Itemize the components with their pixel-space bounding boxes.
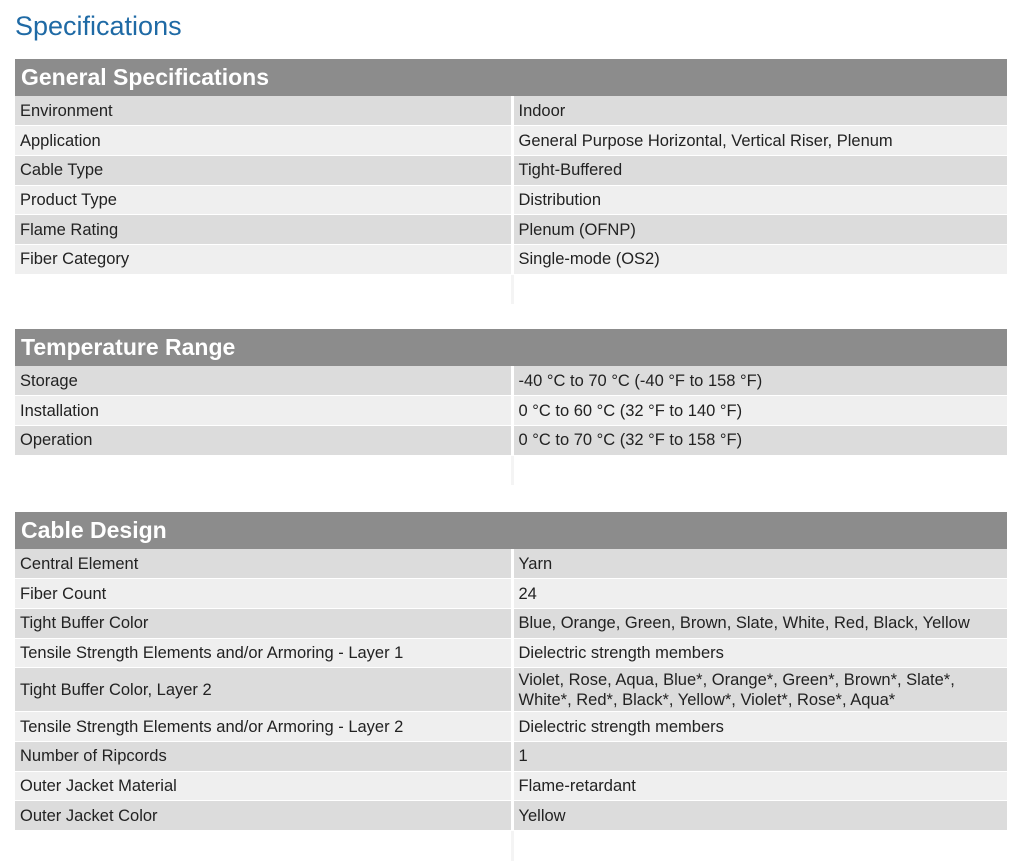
spec-label: Tensile Strength Elements and/or Armoring - Layer 1 <box>15 638 512 668</box>
spec-value: Violet, Rose, Aqua, Blue*, Orange*, Green*, Brown*, Slate*, White*, Red*, Black*, Yellow*, Violet*, Rose*, Aqua* <box>512 668 1007 712</box>
spec-label: Fiber Category <box>15 244 512 274</box>
spec-label: Outer Jacket Material <box>15 771 512 801</box>
table-row <box>15 801 1007 831</box>
spacer-row <box>15 455 1007 485</box>
spec-table <box>15 96 1007 304</box>
spec-label: Number of Ripcords <box>15 741 512 771</box>
spec-value: Yellow <box>512 801 1007 831</box>
spacer-cell <box>15 455 512 485</box>
spec-value: General Purpose Horizontal, Vertical Riser, Plenum <box>512 126 1007 156</box>
spec-label: Tensile Strength Elements and/or Armoring - Layer 2 <box>15 712 512 742</box>
table-row <box>15 425 1007 455</box>
spec-label: Outer Jacket Color <box>15 801 512 831</box>
table-row <box>15 668 1007 712</box>
table-row <box>15 96 1007 126</box>
spec-value: Single-mode (OS2) <box>512 244 1007 274</box>
spec-label: Tight Buffer Color, Layer 2 <box>15 668 512 712</box>
section-header: General Specifications <box>15 59 1007 96</box>
section-cable-design <box>15 512 1007 861</box>
spacer-cell <box>15 274 512 304</box>
spec-label: Cable Type <box>15 155 512 185</box>
spacer-row <box>15 274 1007 304</box>
table-row <box>15 579 1007 609</box>
table-row <box>15 244 1007 274</box>
spec-table <box>15 366 1007 485</box>
table-row <box>15 366 1007 396</box>
table-row <box>15 608 1007 638</box>
table-row <box>15 712 1007 742</box>
spec-value: Distribution <box>512 185 1007 215</box>
spec-label: Operation <box>15 425 512 455</box>
spec-value: Tight-Buffered <box>512 155 1007 185</box>
table-row <box>15 396 1007 426</box>
table-row <box>15 771 1007 801</box>
table-row <box>15 215 1007 245</box>
table-row <box>15 185 1007 215</box>
spec-value: Yarn <box>512 549 1007 579</box>
spec-label: Storage <box>15 366 512 396</box>
spec-label: Application <box>15 126 512 156</box>
spec-value: 1 <box>512 741 1007 771</box>
spec-value: 24 <box>512 579 1007 609</box>
spacer-cell <box>512 831 1007 861</box>
spec-label: Product Type <box>15 185 512 215</box>
spec-table <box>15 549 1007 861</box>
spec-label: Tight Buffer Color <box>15 608 512 638</box>
table-row <box>15 155 1007 185</box>
spec-value: -40 °C to 70 °C (-40 °F to 158 °F) <box>512 366 1007 396</box>
spec-label: Installation <box>15 396 512 426</box>
spec-label: Environment <box>15 96 512 126</box>
section-temperature-range <box>15 329 1007 485</box>
spec-value: 0 °C to 60 °C (32 °F to 140 °F) <box>512 396 1007 426</box>
spec-label: Fiber Count <box>15 579 512 609</box>
section-header: Cable Design <box>15 512 1007 549</box>
spec-value: Dielectric strength members <box>512 712 1007 742</box>
table-row <box>15 638 1007 668</box>
spacer-cell <box>512 274 1007 304</box>
spec-value: Flame-retardant <box>512 771 1007 801</box>
spec-value: Blue, Orange, Green, Brown, Slate, White, Red, Black, Yellow <box>512 608 1007 638</box>
spacer-cell <box>512 455 1007 485</box>
table-row <box>15 741 1007 771</box>
page-title: Specifications <box>15 11 182 41</box>
table-row <box>15 126 1007 156</box>
spec-value: Indoor <box>512 96 1007 126</box>
section-header: Temperature Range <box>15 329 1007 366</box>
spec-value: Dielectric strength members <box>512 638 1007 668</box>
spec-label: Central Element <box>15 549 512 579</box>
spec-label: Flame Rating <box>15 215 512 245</box>
spacer-cell <box>15 831 512 861</box>
spec-value: Plenum (OFNP) <box>512 215 1007 245</box>
spacer-row <box>15 831 1007 861</box>
spec-value: 0 °C to 70 °C (32 °F to 158 °F) <box>512 425 1007 455</box>
table-row <box>15 549 1007 579</box>
section-general-specifications <box>15 59 1007 304</box>
